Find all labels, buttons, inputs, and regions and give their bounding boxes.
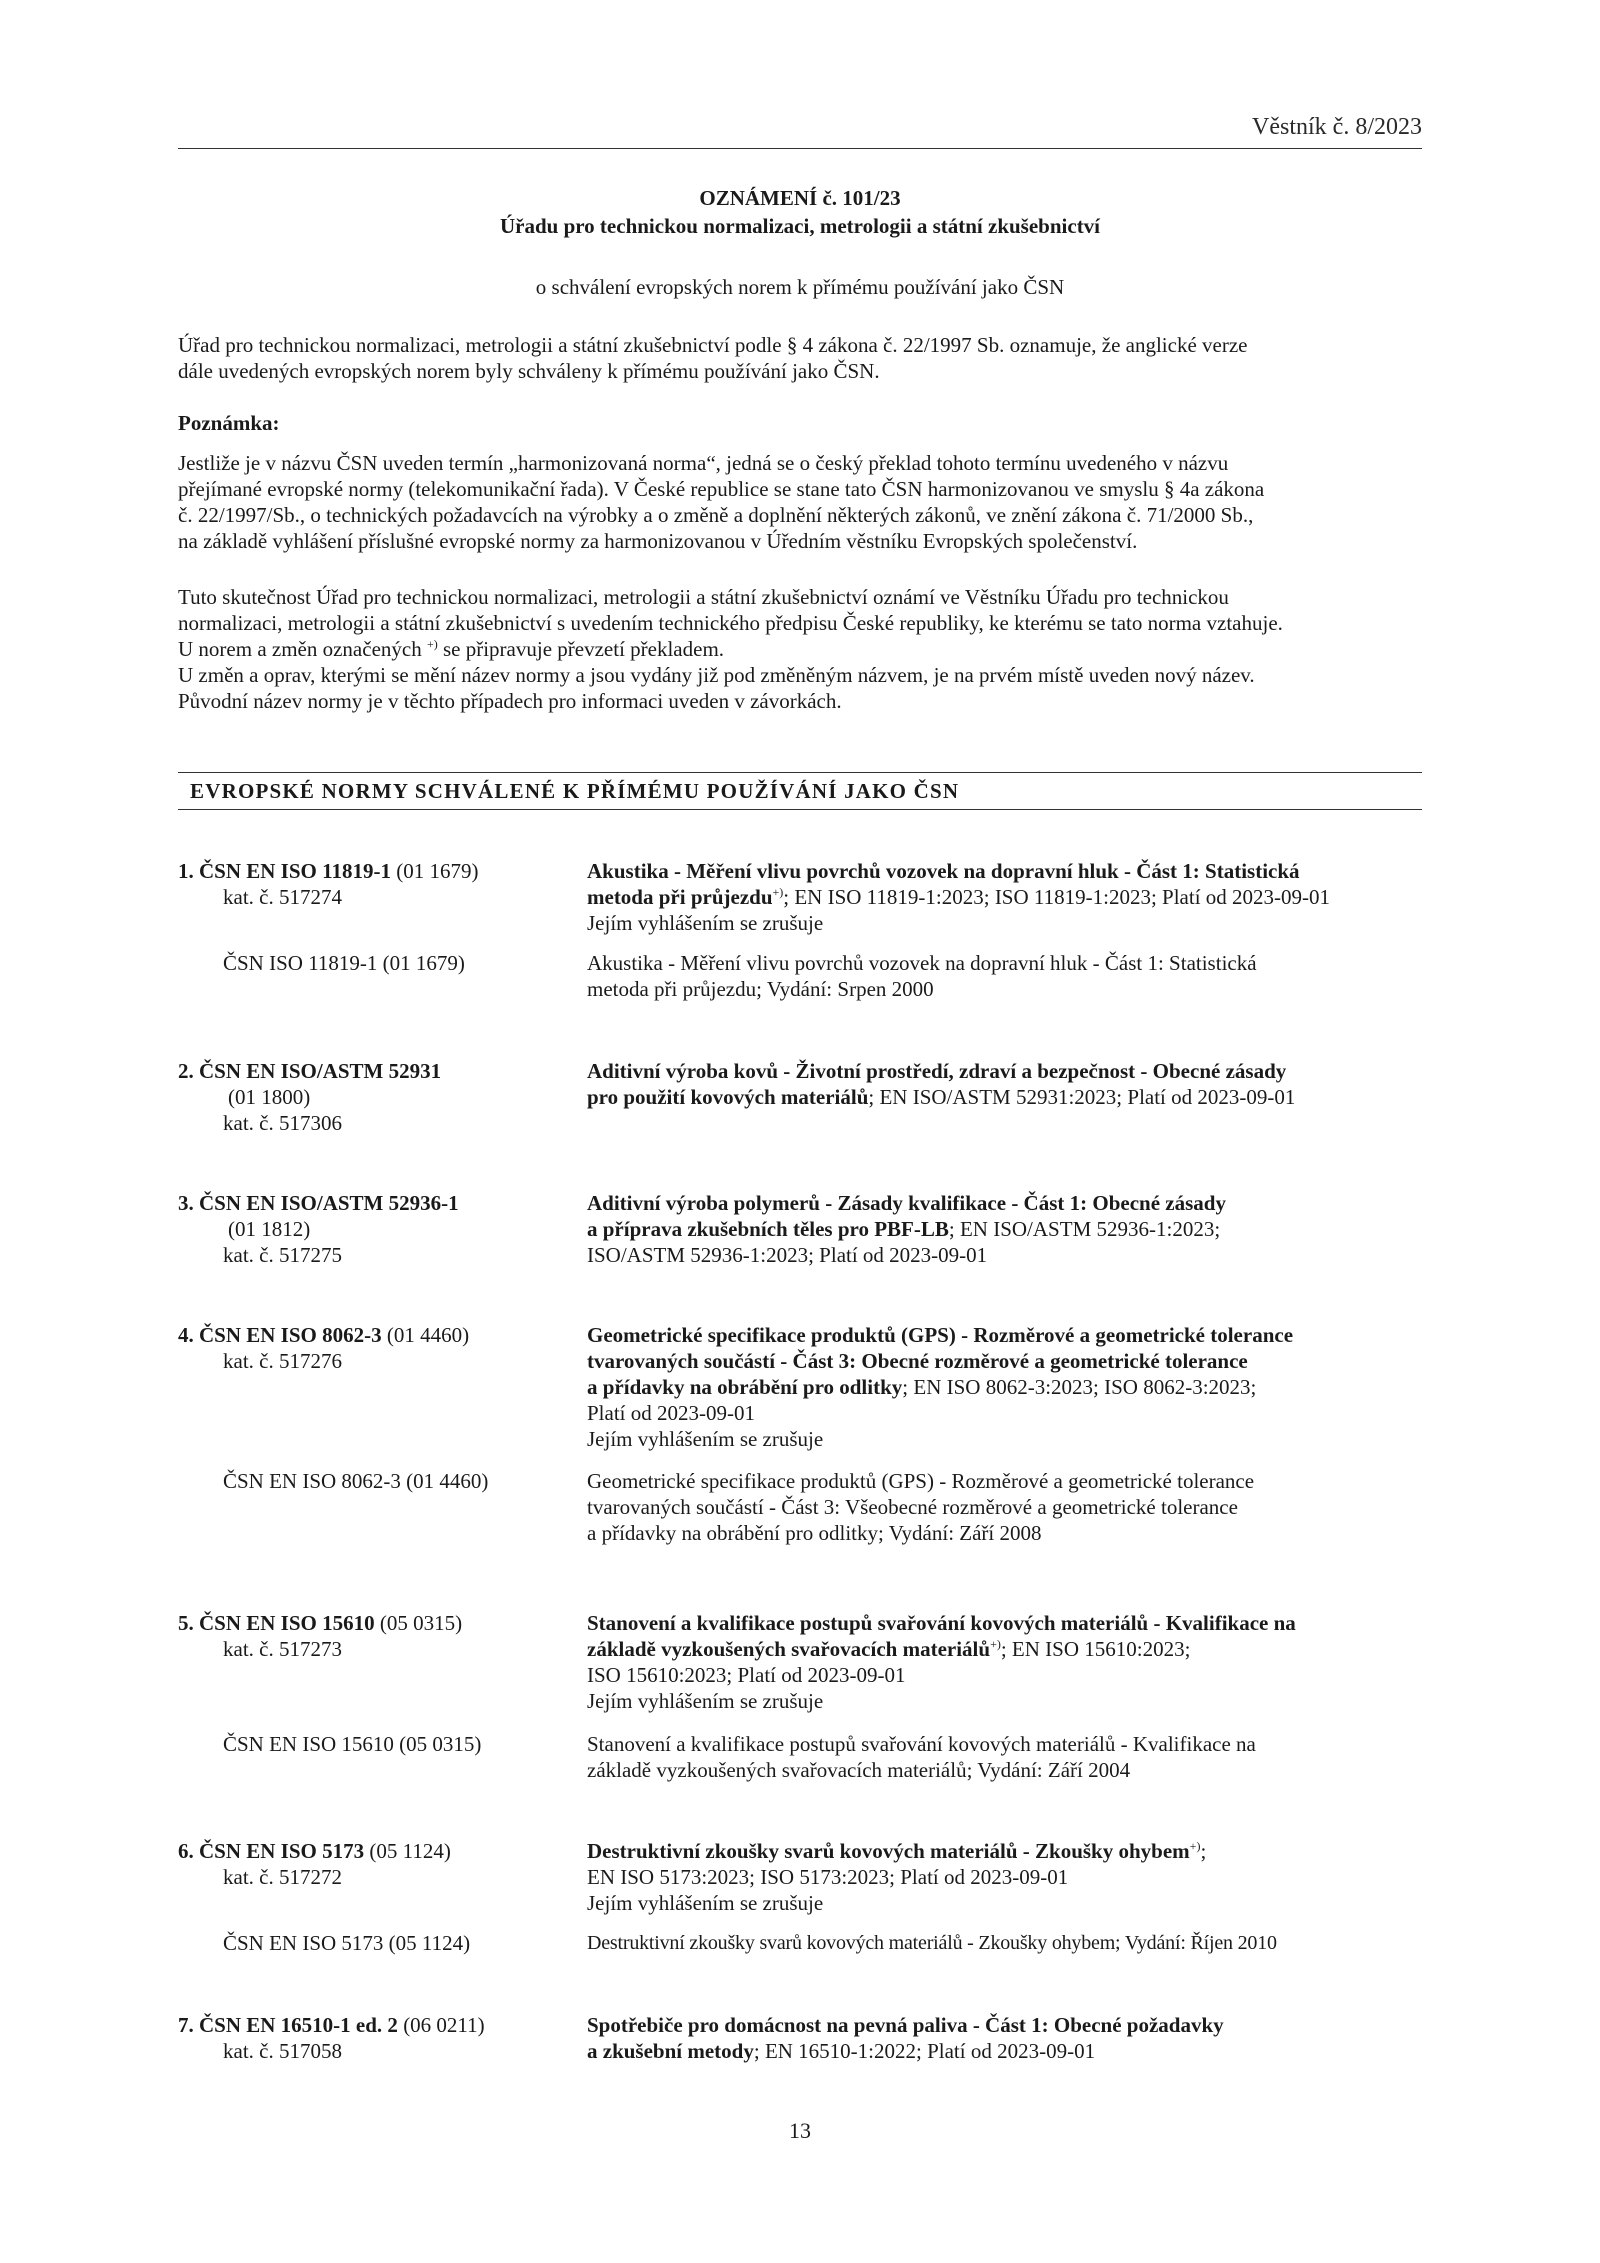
plus-marker: +) — [772, 885, 784, 899]
translation-note: U norem a změn označených +) se připravuje převzetí překladem. — [178, 637, 725, 661]
norm-title: Destruktivní zkoušky svarů kovových materiálů - Zkoušky ohybem — [587, 1839, 1190, 1863]
catalog-number: kat. č. 517272 — [223, 1865, 342, 1889]
announcement-number: OZNÁMENÍ č. 101/23 — [699, 186, 901, 210]
header-divider — [178, 148, 1422, 149]
plus-marker: +) — [990, 1637, 1001, 1651]
entry-number: 1. — [178, 859, 194, 883]
cancel-note: Jejím vyhlášením se zrušuje — [587, 1427, 824, 1451]
announcement-subject: o schválení evropských norem k přímému používání jako ČSN — [535, 275, 1065, 299]
norm-class: (01 1800) — [228, 1085, 311, 1109]
section-title: EVROPSKÉ NORMY SCHVÁLENÉ K PŘÍMÉMU POUŽÍVÁNÍ JAKO ČSN — [190, 779, 960, 803]
catalog-number: kat. č. 517273 — [223, 1637, 342, 1661]
replaced-code: ČSN EN ISO 15610 (05 0315) — [223, 1732, 482, 1756]
norm-code: ČSN EN ISO 5173 — [199, 1839, 365, 1863]
norm-title: Stanovení a kvalifikace postupů svařování kovových materiálů - Kvalifikace na — [587, 1611, 1296, 1635]
norm-class: (01 1679) — [396, 859, 479, 883]
norm-title: Spotřebiče pro domácnost na pevná paliva - Část 1: Obecné požadavky — [587, 2013, 1224, 2037]
norm-class: (05 0315) — [379, 1611, 463, 1635]
catalog-number: kat. č. 517275 — [223, 1243, 342, 1267]
cancel-note: Jejím vyhlášením se zrušuje — [587, 1891, 824, 1915]
plus-marker: +) — [426, 637, 438, 651]
norm-class: (01 1812) — [228, 1217, 311, 1241]
catalog-number: kat. č. 517058 — [223, 2039, 342, 2063]
norm-code: ČSN EN ISO 15610 — [199, 1611, 375, 1635]
replaced-code: ČSN ISO 11819-1 (01 1679) — [223, 951, 465, 975]
section-divider-bottom — [178, 809, 1422, 810]
norm-class: (01 4460) — [386, 1323, 470, 1347]
catalog-number: kat. č. 517276 — [223, 1349, 342, 1373]
issuing-office: Úřadu pro technickou normalizaci, metrologii a státní zkušebnictví — [499, 214, 1101, 238]
section-divider-top — [178, 772, 1422, 773]
replaced-code: ČSN EN ISO 8062-3 (01 4460) — [223, 1469, 489, 1493]
plus-marker: +) — [1189, 1839, 1201, 1853]
issue-label: Věstník č. 8/2023 — [1252, 114, 1422, 140]
cancel-note: Jejím vyhlášením se zrušuje — [587, 1689, 824, 1713]
norm-title: Aditivní výroba kovů - Životní prostředí, zdraví a bezpečnost - Obecné zásady — [587, 1059, 1287, 1083]
norm-class: (05 1124) — [369, 1839, 451, 1863]
norm-title: Geometrické specifikace produktů (GPS) - Rozměrové a geometrické tolerance — [587, 1323, 1294, 1347]
norm-class: (06 0211) — [403, 2013, 485, 2037]
page-number: 13 — [789, 2118, 811, 2143]
norm-code: ČSN EN ISO/ASTM 52931 — [199, 1059, 442, 1083]
note-heading: Poznámka: — [178, 411, 280, 435]
norm-code: ČSN EN ISO/ASTM 52936-1 — [199, 1191, 459, 1215]
catalog-number: kat. č. 517274 — [223, 885, 342, 909]
norm-code: ČSN EN ISO 8062-3 — [199, 1323, 382, 1347]
norm-code: ČSN EN ISO 11819-1 — [199, 859, 391, 883]
catalog-number: kat. č. 517306 — [223, 1111, 342, 1135]
replaced-code: ČSN EN ISO 5173 (05 1124) — [223, 1931, 471, 1955]
title-block — [178, 184, 1422, 301]
norm-title: Aditivní výroba polymerů - Zásady kvalifikace - Část 1: Obecné zásady — [587, 1191, 1226, 1215]
norm-title: Akustika - Měření vlivu povrchů vozovek na dopravní hluk - Část 1: Statistická — [587, 859, 1300, 883]
note-paragraph-2: Tuto skutečnost Úřad pro technickou normalizaci, metrologii a státní zkušebnictví oznámí ve Věstníku Úřadu pro technickou normalizaci, metrologii a státní zkušebnictví s uvedením technického předpisu České republiky, ke kterému se tato norma vztahuje. U norem a změn označených +) se připravuje převzetí překladem. U změn a oprav, kterými se mění název normy a jsou vydány již pod změněným názvem, je na prvém místě uveden nový název. Původní název normy je v těchto případech pro informaci uveden v závorkách. — [178, 584, 1422, 714]
document-page: Věstník č. 8/2023 OZNÁMENÍ č. 101/23 Úřadu pro technickou normalizaci, metrologii a státní zkušebnictví o schválení evropských norem k přímému používání jako ČSN Úřad pro technickou normalizaci, metrologii a státní zkušebnictví podle § 4 zákona č. 22/1997 Sb. oznamuje, že anglické verze dále uvedených evropských norem byly schváleny k přímému používání jako ČSN. Poznámka: Jestliže je v názvu ČSN uveden termín „harmonizovaná norma“, jedná se o český překlad tohoto termínu uvedeného v názvu přejímané evropské normy (telekomunikační řada). V České republice se stane tato ČSN harmonizovanou ve smyslu § 4a zákona č. 22/1997/Sb., o technických požadavcích na výrobky a o změně a doplnění některých zákonů, ve znění zákona č. 71/2000 Sb., na základě vyhlášení příslušné evropské normy za harmonizovanou v Úředním věstníku Evropských společenství. Tuto skutečnost Úřad pro technickou normalizaci, metrologii a státní zkušebnictví oznámí ve Věstníku Úřadu pro technickou normalizaci, metrologii a státní zkušebnictví s uvedením technického předpisu České republiky, ke kterému se tato norma vztahuje. U norem a změn označených +) se připravuje převzetí překladem. U změn a oprav, kterými se mění název normy a jsou vydány již pod změněným názvem, je na prvém místě uveden nový název. Původní název normy je v těchto případech pro informaci uveden v závorkách. EVROPSKÉ NORMY SCHVÁLENÉ K PŘÍMÉMU POUŽÍVÁNÍ JAKO ČSN 1. ČSN EN ISO 11819-1 (01 1679) kat. č. 517274 Akustika - Měření vlivu povrchů vozovek na dopravní hluk - Část 1: Statistická metoda při průjezdu+); EN ISO 11819-1:2023; ISO 11819-1:2023; Platí od 2023-09-01 Jejím vyhlášením se zrušuje ČSN ISO 11819-1 (01 1679) Akustika - Měření vlivu povrchů vozovek na dopravní hluk - Část 1: Statistická metoda při průjezdu; Vydání: Srpen 2000 2. ČSN EN ISO/ASTM 52931 (01 1800) kat. č. 517306 Aditivní výroba kovů - Životní prostředí, zdraví a bezpečnost - Obecné zásady pro použití kovových materiálů; EN ISO/ASTM 52931:2023; Platí od 2023-09-01 3. ČSN EN ISO/ASTM 52936-1 (01 1812) kat. č. 517275 Aditivní výroba polymerů - Zásady kvalifikace - Část 1: Obecné zásady a příprava zkušebních těles pro PBF-LB; EN ISO/ASTM 52936-1:2023; ISO/ASTM 52936-1:2023; Platí od 2023-09-01 4. ČSN EN ISO 8062-3 (01 4460) kat. č. 517276 Geometrické specifikace produktů (GPS) - Rozměrové a geometrické tolerance tvarovaných součástí - Část 3: Obecné rozměrové a geometrické tolerance a přídavky na obrábění pro odlitky; EN ISO 8062-3:2023; ISO 8062-3:2023; Platí od 2023-09-01 Jejím vyhlášením se zrušuje ČSN EN ISO 8062-3 (01 4460) Geometrické specifikace produktů (GPS) - Rozměrové a geometrické tolerance tvarovaných součástí - Část 3: Všeobecné rozměrové a geometrické tolerance a přídavky na obrábění pro odlitky; Vydání: Září 2008 5. ČSN EN ISO 15610 (05 0315) kat. č. 517273 Stanovení a kvalifikace postupů svařování kovových materiálů - Kvalifikace na základě vyzkoušených svařovacích materiálů+); EN ISO 15610:2023; ISO 15610:2023; Platí od 2023-09-01 Jejím vyhlášením se zrušuje ČSN EN ISO 15610 (05 0315) Stanovení a kvalifikace postupů svařování kovových materiálů - Kvalifikace na základě vyzkoušených svařovacích materiálů; Vydání: Září 2004 6. ČSN EN ISO 5173 (05 1124) kat. č. 517272 Destruktivní zkoušky svarů kovových materiálů - Zkoušky ohybem+); EN ISO 5173:2023; ISO 5173:2023; Platí od 2023-09-01 Jejím vyhlášením se zrušuje ČSN EN ISO 5173 (05 1124) Destruktivní zkoušky svarů kovových materiálů - Zkoušky ohybem; Vydání: Říjen 2010 7. ČSN EN 16510-1 ed. 2 (06 0211) kat. č. 517058 Spotřebiče pro domácnost na pevná paliva - Část 1: Obecné požadavky a zkušební metody; EN 16510-1:2022; Platí od 2023-09-01 13 — [0, 0, 1600, 2263]
note-paragraph-1: Jestliže je v názvu ČSN uveden termín „harmonizovaná norma“, jedná se o český překlad tohoto termínu uvedeného v názvu přejímané evropské normy (telekomunikační řada). V České republice se stane tato ČSN harmonizovanou ve smyslu § 4a zákona č. 22/1997/Sb., o technických požadavcích na výrobky a o změně a doplnění některých zákonů, ve znění zákona č. 71/2000 Sb., na základě vyhlášení příslušné evropské normy za harmonizovanou v Úředním věstníku Evropských společenství. — [178, 451, 1265, 553]
norm-code: ČSN EN 16510-1 ed. 2 — [199, 2013, 398, 2037]
intro-paragraph: Úřad pro technickou normalizaci, metrologii a státní zkušebnictví podle § 4 zákona č. 22/1997 Sb. oznamuje, že anglické verze dále uvedených evropských norem byly schváleny k přímému používání jako ČSN. — [178, 333, 1248, 383]
cancel-note: Jejím vyhlášením se zrušuje — [587, 911, 824, 935]
